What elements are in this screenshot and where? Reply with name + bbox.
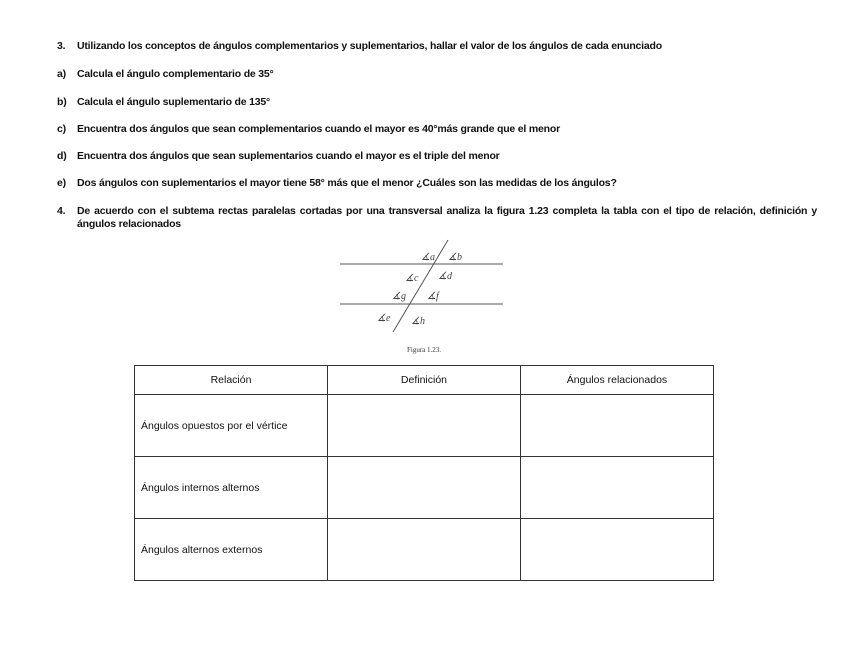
question-3e	[57, 177, 617, 189]
header-relacion: Relación	[135, 366, 328, 395]
item-text: Utilizando los conceptos de ángulos complementarios y suplementarios, hallar el valor de los ángulos de cada enunciado	[77, 40, 662, 52]
question-3	[57, 40, 662, 52]
item-marker: e)	[57, 177, 66, 189]
table-row	[135, 519, 714, 581]
question-3a	[57, 68, 274, 80]
related-angles-cell[interactable]	[520, 519, 713, 581]
definition-cell[interactable]	[328, 457, 521, 519]
item-text: Dos ángulos con suplementarios el mayor tiene 58° más que el menor ¿Cuáles son las medidas de los ángulos?	[77, 177, 617, 189]
angle-label-b: ∡b	[448, 252, 462, 263]
item-text: Encuentra dos ángulos que sean complementarios cuando el mayor es 40°más grande que el menor	[77, 123, 560, 135]
angle-label-g: ∡g	[392, 291, 406, 302]
item-marker: 4.	[57, 205, 66, 217]
question-4	[57, 205, 817, 231]
angle-label-c: ∡c	[405, 273, 419, 284]
table-row	[135, 395, 714, 457]
angle-label-e: ∡e	[377, 313, 391, 324]
question-3d	[57, 150, 500, 162]
relation-cell: Ángulos internos alternos	[135, 457, 328, 519]
relation-cell: Ángulos alternos externos	[135, 519, 328, 581]
related-angles-cell[interactable]	[520, 395, 713, 457]
item-text: Calcula el ángulo suplementario de 135°	[77, 96, 271, 108]
relation-cell: Ángulos opuestos por el vértice	[135, 395, 328, 457]
related-angles-cell[interactable]	[520, 457, 713, 519]
angle-label-d: ∡d	[438, 271, 452, 282]
header-angulos-relacionados: Ángulos relacionados	[520, 366, 713, 395]
item-marker: d)	[57, 150, 67, 162]
angle-label-a: ∡a	[421, 252, 435, 263]
figure-caption: Figura 1.23.	[406, 346, 442, 354]
relations-table	[134, 365, 714, 581]
item-text: Encuentra dos ángulos que sean suplementarios cuando el mayor es el triple del menor	[77, 150, 500, 162]
item-marker: c)	[57, 123, 66, 135]
parallel-lines-figure	[335, 236, 510, 336]
item-text: De acuerdo con el subtema rectas paralelas cortadas por una transversal analiza la figura 1.23 completa la tabla con el tipo de relación, definición y ángulos relacionados	[77, 205, 817, 230]
question-3c	[57, 123, 560, 135]
item-marker: b)	[57, 96, 67, 108]
definition-cell[interactable]	[328, 519, 521, 581]
item-marker: 3.	[57, 40, 66, 52]
angle-label-h: ∡h	[411, 316, 425, 327]
item-text: Calcula el ángulo complementario de 35°	[77, 68, 274, 80]
item-marker: a)	[57, 68, 66, 80]
header-definicion: Definición	[328, 366, 521, 395]
angle-label-f: ∡f	[427, 291, 439, 302]
table-header-row	[135, 366, 714, 395]
definition-cell[interactable]	[328, 395, 521, 457]
table-row	[135, 457, 714, 519]
question-3b	[57, 96, 270, 108]
